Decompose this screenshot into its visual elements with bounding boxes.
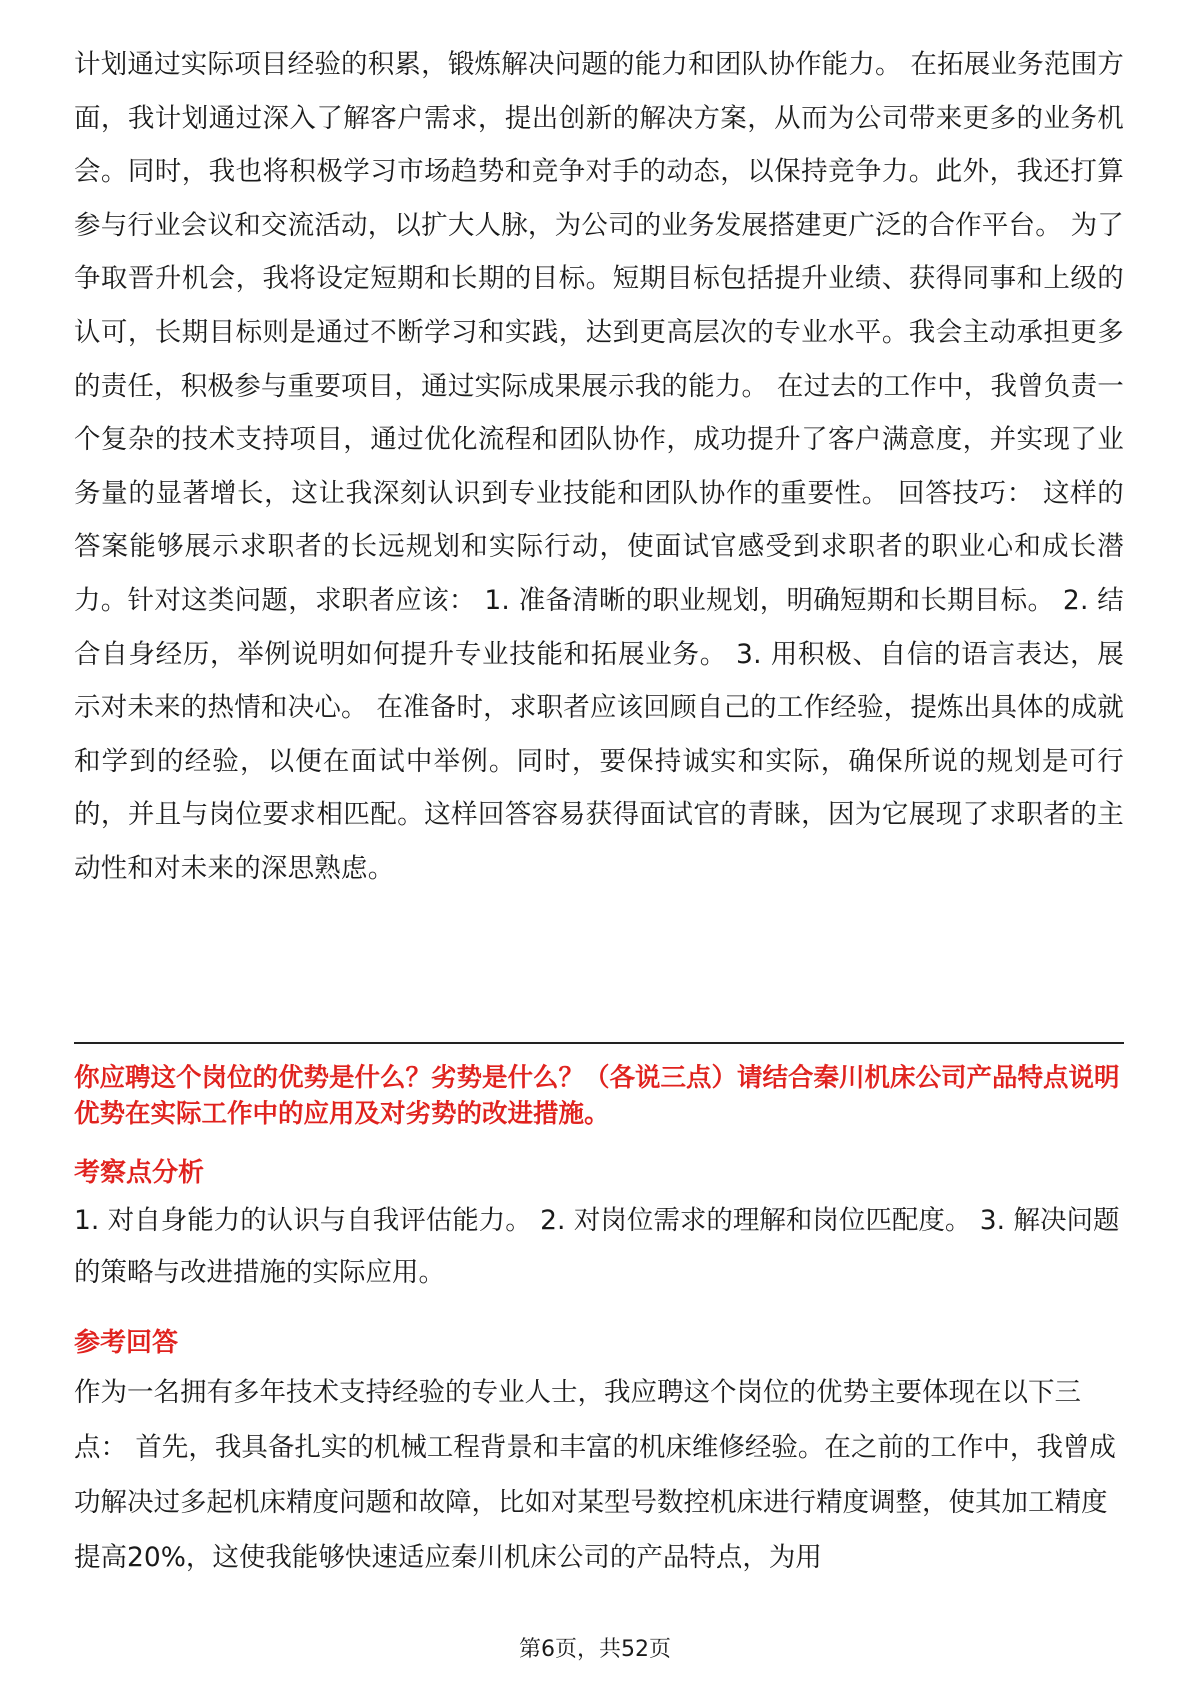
question-section	[74, 1060, 1124, 1585]
analysis-heading: 考察点分析	[74, 1158, 205, 1188]
answer-continuation-paragraph: 计划通过实际项目经验的积累，锻炼解决问题的能力和团队协作能力。 在拓展业务范围方面，我计划通过深入了解客户需求，提出创新的解决方案，从而为公司带来更多的业务机会。同时，我也将积极学习市场趋势和竞争对手的动态，以保持竞争力。此外，我还打算参与行业会议和交流活动，以扩大人脉，为公司的业务发展搭建更广泛的合作平台。 为了争取晋升机会，我将设定短期和长期的目标。短期目标包括提升业绩、获得同事和上级的认可，长期目标则是通过不断学习和实践，达到更高层次的专业水平。我会主动承担更多的责任，积极参与重要项目，通过实际成果展示我的能力。 在过去的工作中，我曾负责一个复杂的技术支持项目，通过优化流程和团队协作，成功提升了客户满意度，并实现了业务量的显著增长，这让我深刻认识到专业技能和团队协作的重要性。 回答技巧： 这样的答案能够展示求职者的长远规划和实际行动，使面试官感受到求职者的职业心和成长潜力。针对这类问题，求职者应该： 1. 准备清晰的职业规划，明确短期和长期目标。 2. 结合自身经历，举例说明如何提升专业技能和拓展业务。 3. 用积极、自信的语言表达，展示对未来的热情和决心。 在准备时，求职者应该回顾自己的工作经验，提炼出具体的成就和学到的经验，以便在面试中举例。同时，要保持诚实和实际，确保所说的规划是可行的，并且与岗位要求相匹配。这样回答容易获得面试官的青睐，因为它展现了求职者的主动性和对未来的深思熟虑。	[74, 49, 1124, 884]
answer-text: 作为一名拥有多年技术支持经验的专业人士，我应聘这个岗位的优势主要体现在以下三点： 首先，我具备扎实的机械工程背景和丰富的机床维修经验。在之前的工作中，我曾成功解决过多起机床精度问题和故障，比如对某型号数控机床进行精度调整，使其加工精度提高20%，这使我能够快速适应秦川机床公司的产品特点，为用	[74, 1377, 1116, 1573]
page-number: 第6页，共52页	[519, 1637, 671, 1662]
document-body	[74, 38, 1124, 896]
answer-heading: 参考回答	[74, 1328, 179, 1358]
analysis-text: 1. 对自身能力的认识与自我评估能力。 2. 对岗位需求的理解和岗位匹配度。 3. 解决问题的策略与改进措施的实际应用。	[74, 1205, 1120, 1288]
section-divider	[74, 1042, 1124, 1044]
question-title: 你应聘这个岗位的优势是什么？劣势是什么？（各说三点）请结合秦川机床公司产品特点说明优势在实际工作中的应用及对劣势的改进措施。	[74, 1063, 1120, 1129]
